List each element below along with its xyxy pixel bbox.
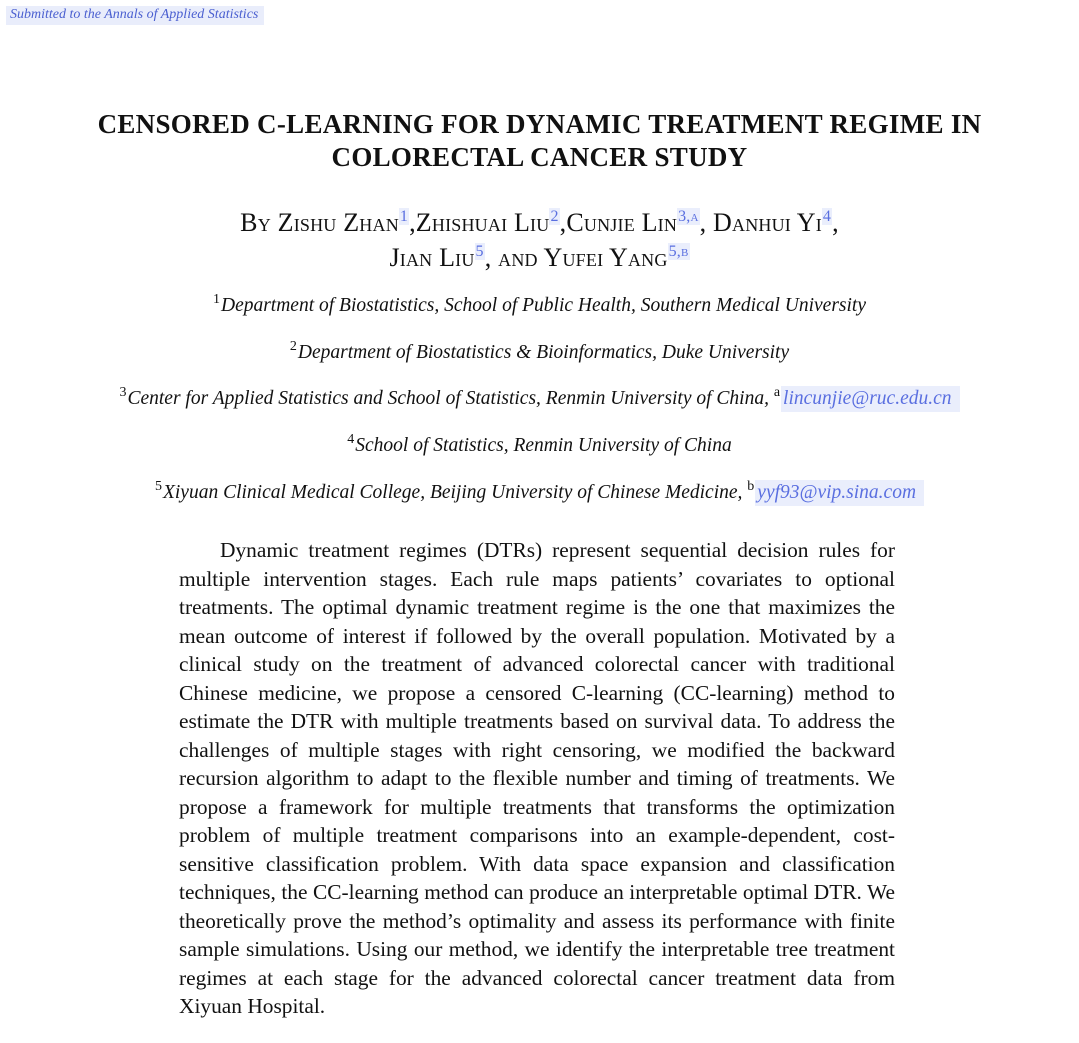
author-name: Yufei Yang (543, 243, 668, 272)
author-line-1: By Zishu Zhan$^1$,Zhishuai Liu$^2$,Cunjie Lin$^{3,a}$, Danhui Yi$^4$, (240, 208, 839, 237)
author-list (0, 205, 1079, 275)
affiliation-mark: 3 (119, 385, 127, 400)
author-footnote-link[interactable]: 5,b (668, 243, 689, 260)
abstract (179, 536, 895, 1021)
affiliation (0, 341, 1079, 365)
affiliation (0, 434, 1079, 458)
affiliation-text: Department of Biostatistics & Bioinformatics, Duke University (297, 342, 790, 363)
affiliation (0, 294, 1079, 318)
affiliation-text: School of Statistics, Renmin University of China (355, 435, 732, 456)
author-name: Cunjie Lin (566, 208, 678, 237)
email-link[interactable]: yyf93@vip.sina.com (755, 480, 924, 506)
affiliation-mark: 1 (212, 292, 220, 307)
affiliation-mark: 4 (347, 432, 355, 447)
title-line-2: COLORECTAL CANCER STUDY (331, 142, 748, 172)
email-mark: a (773, 385, 781, 400)
author-footnote-link[interactable]: 4 (822, 208, 832, 225)
author-name: Zishu Zhan (277, 208, 399, 237)
title-line-1: CENSORED C-LEARNING FOR DYNAMIC TREATMENT REGIME IN (97, 109, 982, 139)
affiliation-text: Xiyuan Clinical Medical College, Beijing University of Chinese Medicine, (162, 482, 743, 503)
author-footnote-link[interactable]: 1 (399, 208, 409, 225)
journal-header-note: Submitted to the Annals of Applied Statistics (6, 6, 264, 25)
and-label: , and (484, 243, 538, 272)
author-name: Jian Liu (389, 243, 475, 272)
author-name: Zhishuai Liu (415, 208, 550, 237)
email-mark: b (747, 479, 755, 494)
abstract-text: Dynamic treatment regimes (DTRs) represent sequential decision rules for multiple intervention stages. Each rule maps patients’ covariates to optional treatments. The optimal dynamic treatment regime is the one that maximizes the mean outcome of interest if followed by the overall population. Motivated by a clinical study on the treatment of advanced colorectal cancer with traditional Chinese medicine, we propose a censored C-learning (CC-learning) method to estimate the DTR with multiple treatments based on survival data. To address the challenges of multiple stages with right censoring, we modified the backward recursion algorithm to adapt to the flexible number and timing of treatments. We propose a framework for multiple treatments that transforms the optimization problem of multiple treatment comparisons into an example-dependent, cost-sensitive classification problem. With data space expansion and classification techniques, the CC-learning method can produce an interpretable optimal DTR. We theoretically prove the method’s optimality and assess its performance with finite sample simulations. Using our method, we identify the interpretable tree treatment regimes at each stage for the advanced colorectal cancer treatment data from Xiyuan Hospital. (179, 538, 895, 1018)
affiliation (0, 387, 1079, 411)
email-link[interactable]: lincunjie@ruc.edu.cn (781, 386, 959, 412)
author-name: Danhui Yi (713, 208, 822, 237)
affiliation-text: Department of Biostatistics, School of Public Health, Southern Medical University (220, 295, 867, 316)
by-label: By (240, 208, 271, 237)
affiliation-mark: 5 (154, 479, 162, 494)
affiliation (0, 481, 1079, 505)
paper-title (0, 108, 1079, 174)
affiliation-mark: 2 (289, 339, 297, 354)
affiliation-text: Center for Applied Statistics and School of Statistics, Renmin University of China, (127, 388, 769, 409)
author-footnote-link[interactable]: 2 (550, 208, 559, 225)
author-footnote-link[interactable]: 5 (475, 243, 484, 260)
author-line-2 (0, 240, 1079, 275)
author-footnote-link[interactable]: 3,a (678, 208, 699, 225)
